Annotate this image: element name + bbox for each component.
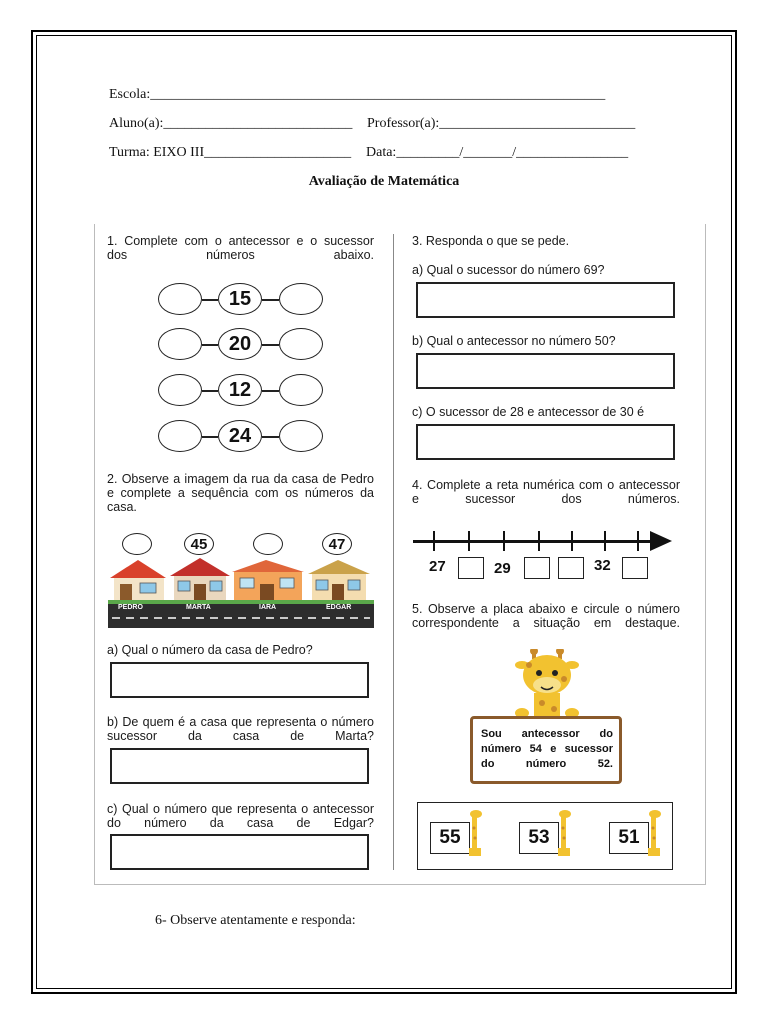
house-number-bubble[interactable] — [253, 533, 283, 555]
q1-number-circle: 24 — [218, 420, 262, 452]
number-line-answer-box[interactable] — [458, 557, 484, 579]
number-line-label: 29 — [494, 560, 511, 577]
q4-text: 4. Complete a reta numérica com o antecessor e sucessor dos números. — [412, 478, 680, 506]
class-line[interactable]: Turma: EIXO III_____________________ — [109, 145, 352, 160]
house-name-label: EDGAR — [326, 604, 352, 611]
sign-board — [470, 716, 622, 784]
small-giraffe-icon — [555, 808, 573, 858]
number-line-answer-box[interactable] — [524, 557, 550, 579]
tick — [503, 531, 505, 551]
q5-text: 5. Observe a placa abaixo e circule o número correspondente a situação em destaque. — [412, 602, 680, 630]
q5-option-card[interactable]: 51 — [609, 822, 649, 854]
q1-text: 1. Complete com o antecessor e o sucessor dos números abaixo. — [107, 234, 374, 262]
q2c-answer-box[interactable] — [110, 834, 369, 870]
q6-text: 6- Observe atentamente e responda: — [155, 913, 356, 928]
q3a-text: a) Qual o sucessor do número 69? — [412, 263, 605, 277]
tick — [637, 531, 639, 551]
student-line[interactable]: Aluno(a):___________________________ — [109, 116, 353, 131]
q2a-answer-box[interactable] — [110, 662, 369, 698]
sign-text: Sou antecessor do número 54 e sucessor do número 52. — [481, 728, 613, 770]
q1-antecessor-circle[interactable] — [158, 420, 202, 452]
q5-option-card[interactable]: 53 — [519, 822, 559, 854]
connector — [202, 344, 218, 346]
school-line[interactable]: Escola:_________________________________________________________________ — [109, 87, 606, 102]
giraffe-icon — [514, 649, 580, 719]
connector — [202, 390, 218, 392]
q1-sucessor-circle[interactable] — [279, 374, 323, 406]
q2c-text: c) Qual o número que representa o antecessor do número da casa de Edgar? — [107, 802, 374, 830]
tick — [468, 531, 470, 551]
house-name-label: IARA — [259, 604, 277, 611]
connector — [202, 299, 218, 301]
q2a-text: a) Qual o número da casa de Pedro? — [107, 643, 313, 657]
q3b-text: b) Qual o antecessor no número 50? — [412, 334, 616, 348]
q1-antecessor-circle[interactable] — [158, 374, 202, 406]
q3-text: 3. Responda o que se pede. — [412, 234, 570, 248]
connector — [262, 299, 279, 301]
tick — [604, 531, 606, 551]
house-name-label: PEDRO — [118, 604, 143, 611]
column-divider — [393, 234, 394, 870]
connector — [202, 436, 218, 438]
q5-option-card[interactable]: 55 — [430, 822, 470, 854]
q2b-text: b) De quem é a casa que representa o número sucessor da casa de Marta? — [107, 715, 374, 743]
house-name-label: MARTA — [186, 604, 211, 611]
connector — [262, 344, 279, 346]
teacher-line[interactable]: Professor(a):____________________________ — [367, 116, 636, 131]
tick — [571, 531, 573, 551]
number-line-label: 27 — [429, 558, 446, 575]
q3a-answer-box[interactable] — [416, 282, 675, 318]
small-giraffe-icon — [466, 808, 484, 858]
q1-number-circle: 12 — [218, 374, 262, 406]
number-line-label: 32 — [594, 557, 611, 574]
house-number-bubble: 45 — [184, 533, 214, 555]
houses-street-image — [108, 556, 374, 628]
tick — [538, 531, 540, 551]
q1-number-circle: 15 — [218, 283, 262, 315]
q1-number-circle: 20 — [218, 328, 262, 360]
q1-sucessor-circle[interactable] — [279, 283, 323, 315]
q1-sucessor-circle[interactable] — [279, 328, 323, 360]
connector — [262, 390, 279, 392]
number-line-axis — [413, 540, 653, 543]
q3c-answer-box[interactable] — [416, 424, 675, 460]
worksheet-panel — [94, 224, 706, 885]
number-line-answer-box[interactable] — [558, 557, 584, 579]
number-line-answer-box[interactable] — [622, 557, 648, 579]
house-number-bubble[interactable] — [122, 533, 152, 555]
q3b-answer-box[interactable] — [416, 353, 675, 389]
q3c-text: c) O sucessor de 28 e antecessor de 30 é — [412, 405, 645, 419]
q2b-answer-box[interactable] — [110, 748, 369, 784]
arrow-right-icon — [650, 531, 672, 551]
tick — [433, 531, 435, 551]
q2-text: 2. Observe a imagem da rua da casa de Pedro e complete a sequência com os números da casa. — [107, 472, 374, 514]
q1-antecessor-circle[interactable] — [158, 328, 202, 360]
small-giraffe-icon — [645, 808, 663, 858]
page-title: Avaliação de Matemática — [308, 174, 460, 189]
q1-sucessor-circle[interactable] — [279, 420, 323, 452]
q1-antecessor-circle[interactable] — [158, 283, 202, 315]
house-number-bubble: 47 — [322, 533, 352, 555]
connector — [262, 436, 279, 438]
date-line[interactable]: Data:_________/_______/________________ — [366, 145, 629, 160]
